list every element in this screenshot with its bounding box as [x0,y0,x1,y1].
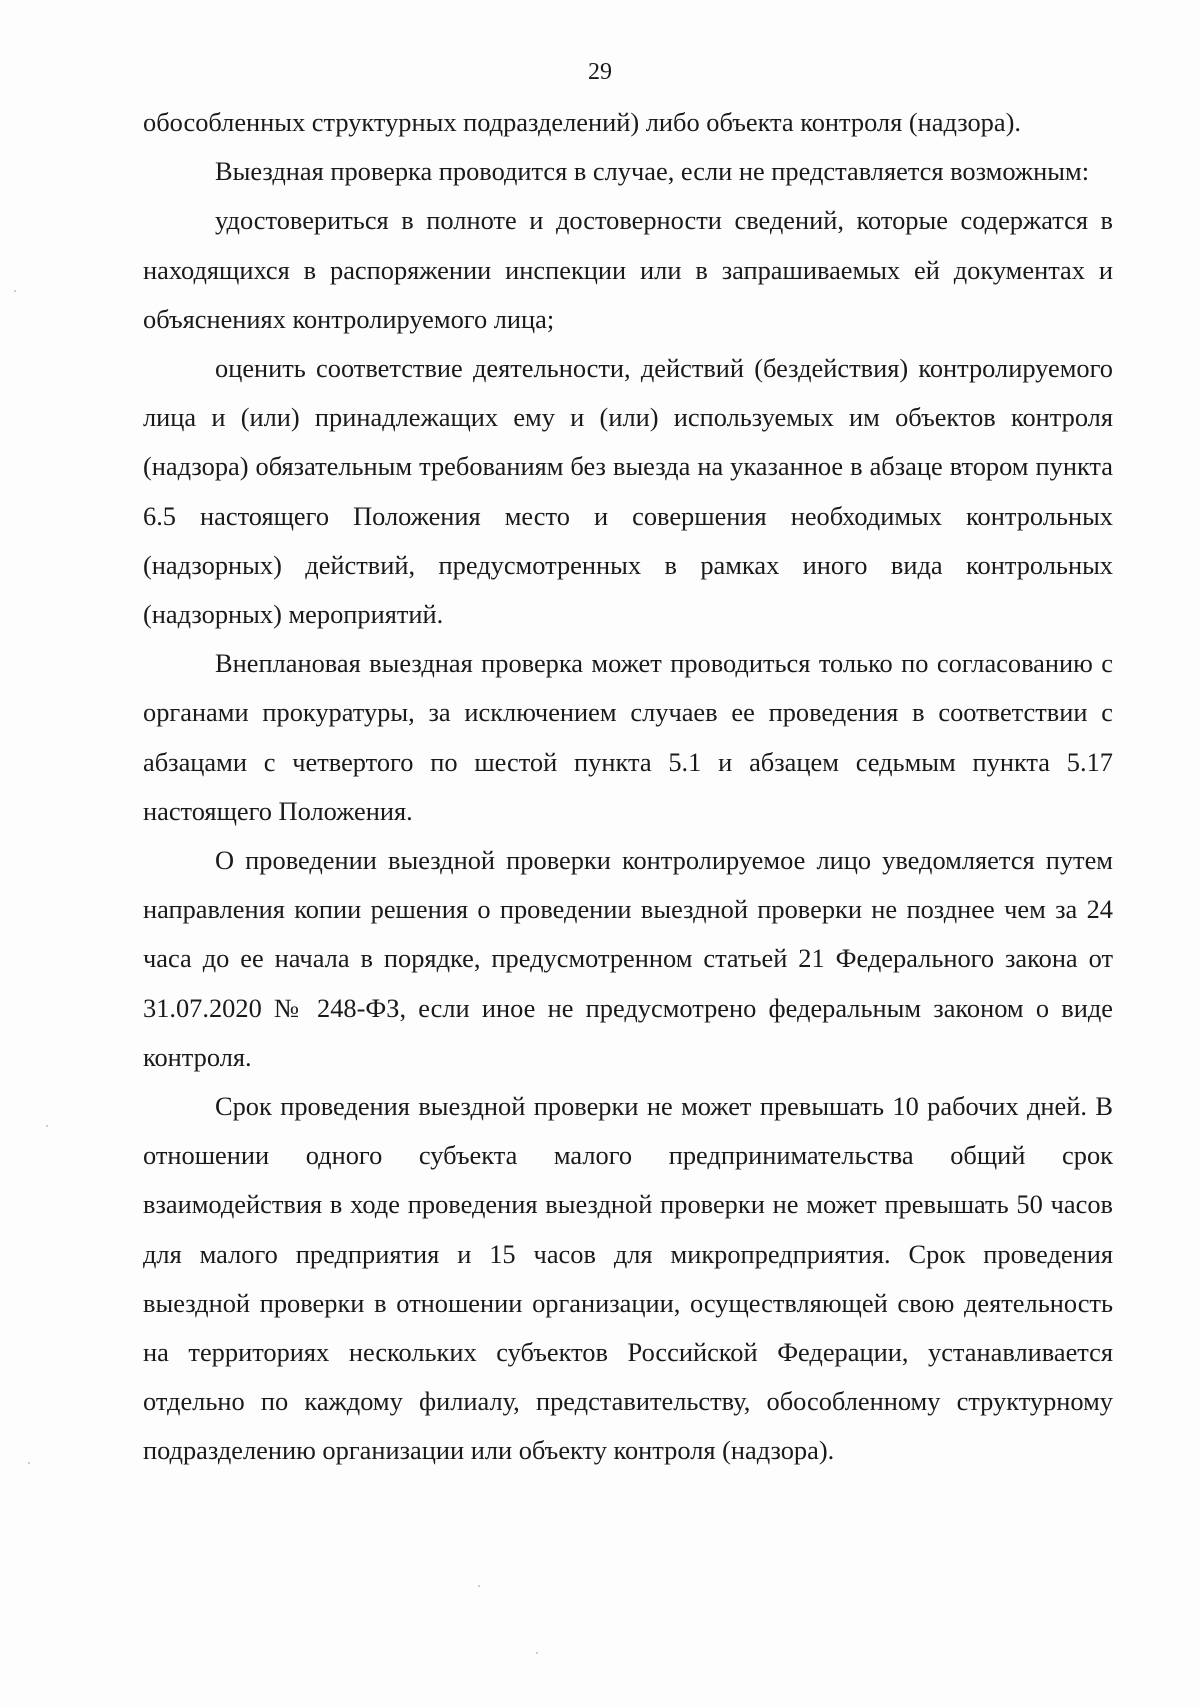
paragraph-continuation: обособленных структурных подразделений) либо объекта контроля (надзора). [143,107,1021,137]
paragraph-inspection-duration: Срок проведения выездной проверки не может превышать 10 рабочих дней. В отношении одного субъекта малого предпринимательства общий срок взаимодействия в ходе проведения выездной проверки не может превышать 50 часов для малого предприятия и 15 часов для микропредприятия. Срок проведения выездной проверки в отношении организации, осуществляющей свою деятельность на территориях нескольких субъектов Российской Федерации, устанавливается отдельно по каждому филиалу, представительству, обособленному структурному подразделению организации или объекту контроля (надзора). [143,1091,1113,1466]
paragraph-verify-information: удостовериться в полноте и достоверности сведений, которые содержатся в находящихся в распоряжении инспекции или в запрашиваемых ей документах и объяснениях контролируемого лица; [143,205,1113,334]
paragraph-notification: О проведении выездной проверки контролируемое лицо уведомляется путем направления копии решения о проведении выездной проверки не позднее чем за 24 часа до ее начала в порядке, предусмотренном статьей 21 Федерального закона от 31.07.2020 № 248-ФЗ, если иное не предусмотрено федеральным законом о виде контроля. [143,845,1113,1072]
scan-speck [478,1585,480,1587]
scan-speck [28,1462,30,1464]
paragraph-unscheduled-inspection: Внеплановая выездная проверка может проводиться только по согласованию с органами прокуратуры, за исключением случаев ее проведения в соответствии с абзацами с четвертого по шестой пункта 5.1 и абзацем седьмым пункта 5.17 настоящего Положения. [143,648,1113,826]
paragraph-assess-compliance: оценить соответствие деятельности, действий (бездействия) контролируемого лица и (или) принадлежащих ему и (или) используемых им объектов контроля (надзора) обязательным требованиям без выезда на указанное в абзаце втором пункта 6.5 настоящего Положения место и совершения необходимых контрольных (надзорных) действий, предусмотренных в рамках иного вида контрольных (надзорных) мероприятий. [143,353,1113,630]
document-body [143,98,1113,1476]
scan-speck [46,1125,48,1127]
paragraph-on-site-inspection-cases: Выездная проверка проводится в случае, если не представляется возможным: [215,156,1090,187]
scan-speck [14,290,16,292]
scan-speck [536,1652,538,1654]
page-number: 29 [588,59,612,85]
